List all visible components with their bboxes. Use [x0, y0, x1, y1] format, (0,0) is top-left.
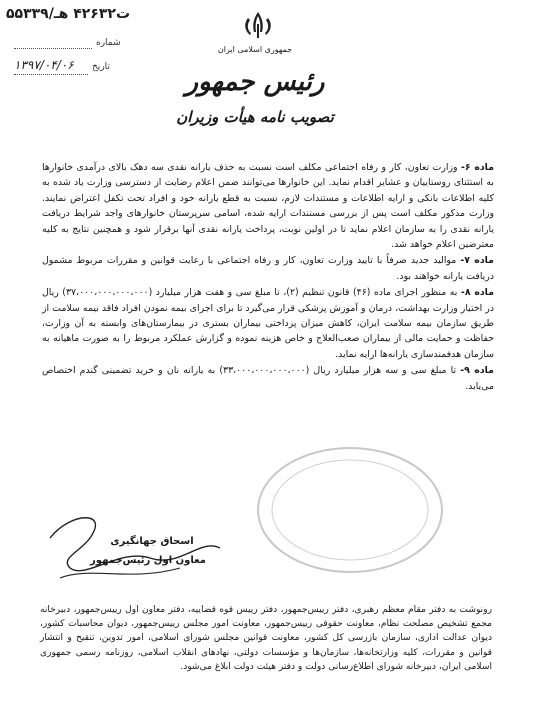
reference-number: ۵۵۳۳۹/ت۴۲۶۳۲ هـ — [6, 6, 131, 22]
article-heading: ماده ۶- — [460, 162, 495, 173]
article-7 — [42, 253, 494, 284]
number-label: شماره — [96, 38, 121, 48]
article-text: وزارت تعاون، کار و رفاه اجتماعی مکلف است نسبت به حذف یارانه نقدی سه دهک بالای درآمدی خانوارها به استثنای روستاییان و عشایر اقدام نماید. این خانوارها می‌توانند ضمن اعلام رضایت از دسترسی وزارت یاد شده به کلیه اطلاعات بانکی و ارایه اطلاعات و مستندات لازم، نسبت به قطع یارانه خود و افراد تحت تکفل اعتراض نمایند. وزارت مذکور مکلف است پس از بررسی مستندات ارایه شده، اسامی سرپرستان خانوارهای واجد شرایط دریافت یارانه نقدی را به سازمان اعلام نماید تا در اولین نوبت، پرداخت یارانه نقدی آنها برقرار شود و همچنین نتایج به کلیه معترضین اعلام خواهد شد. — [42, 162, 494, 251]
signatory-name: اسحاق جهانگیری — [110, 536, 194, 547]
date-dotted-line — [14, 74, 88, 75]
article-8 — [42, 285, 494, 362]
article-heading: ماده ۸- — [460, 287, 494, 299]
emblem-icon — [238, 10, 278, 40]
date-label: تاریخ — [92, 62, 110, 72]
article-text: تا مبلغ سی و سه هزار میلیارد ریال (۳۳،۰۰۰،۰۰۰،۰۰۰،۰۰۰) به یارانه نان و خرید تضمینی گندم اختصاص می‌یابد. — [42, 365, 494, 392]
faded-stamp-icon — [250, 440, 450, 580]
office-title: رئیس جمهور — [185, 67, 325, 97]
article-text: به منظور اجرای ماده (۴۶) قانون تنظیم (۲)، تا مبلغ سی و هفت هزار میلیارد (۳۷،۰۰۰،۰۰۰،۰۰۰،۰۰۰) ریال در اختیار وزارت بهداشت، درمان و آموزش پزشکی قرار می‌گیرد تا برای اجرای بیمه نمودن افراد فاقد بیمه سلامت از طریق سازمان بیمه سلامت ایران، کاهش میزان پرداختی بیماران بستری در بیمارستان‌های وابسته به آن وزارت، حفاظت و حمایت مالی از بیماران صعب‌العلاج و خاص هزینه نموده و گزارش عملکرد مربوط را به صورت ماهیانه به سازمان هدفمندسازی یارانه‌ها ارایه نماید. — [42, 287, 494, 360]
signature-block — [30, 508, 230, 598]
document-subtitle: تصویب نامه هیأت وزیران — [176, 108, 334, 126]
article-6 — [42, 160, 494, 252]
article-text: موالید جدید صرفاً با تایید وزارت تعاون، کار و رفاه اجتماعی با رعایت قوانین و مقررات مربوط مشمول دریافت یارانه خواهند بود. — [42, 255, 494, 282]
article-heading: ماده ۹- — [460, 365, 494, 377]
decree-body — [42, 160, 494, 395]
handwritten-signature-icon — [30, 508, 230, 598]
article-9 — [42, 363, 494, 394]
country-name: جمهوری اسلامی ایران — [217, 45, 293, 54]
signatory-title: معاون اول رئیس‌جمهور — [90, 555, 206, 566]
distribution-list: رونوشت به دفتر مقام معظم رهبری، دفتر رییس‌جمهور، دفتر رییس قوه قضاییه، دفتر معاون اول رییس‌جمهور، دبیرخانه مجمع تشخیص مصلحت نظام، معاونت حقوقی رییس‌جمهور، معاونت امور مجلس رییس‌جمهور، دیوان محاسبات کشور، دیوان عدالت اداری، سازمان بازرسی کل کشور، معاونت قوانین مجلس شورای اسلامی، امور تدوین، تنقیح و انتشار قوانین و مقررات، کلیه وزارتخانه‌ها، سازمان‌ها و مؤسسات دولتی، نهادهای انقلاب اسلامی، روزنامه رسمی جمهوری اسلامی ایران، دبیرخانه شورای اطلاع‌رسانی دولت و دفتر هیئت دولت ابلاغ می‌شود. — [40, 605, 492, 672]
date-value: ۱۳۹۷/۰۴/۰۶ — [14, 58, 74, 72]
article-heading: ماده ۷- — [460, 255, 494, 267]
number-dotted-line — [14, 48, 92, 49]
